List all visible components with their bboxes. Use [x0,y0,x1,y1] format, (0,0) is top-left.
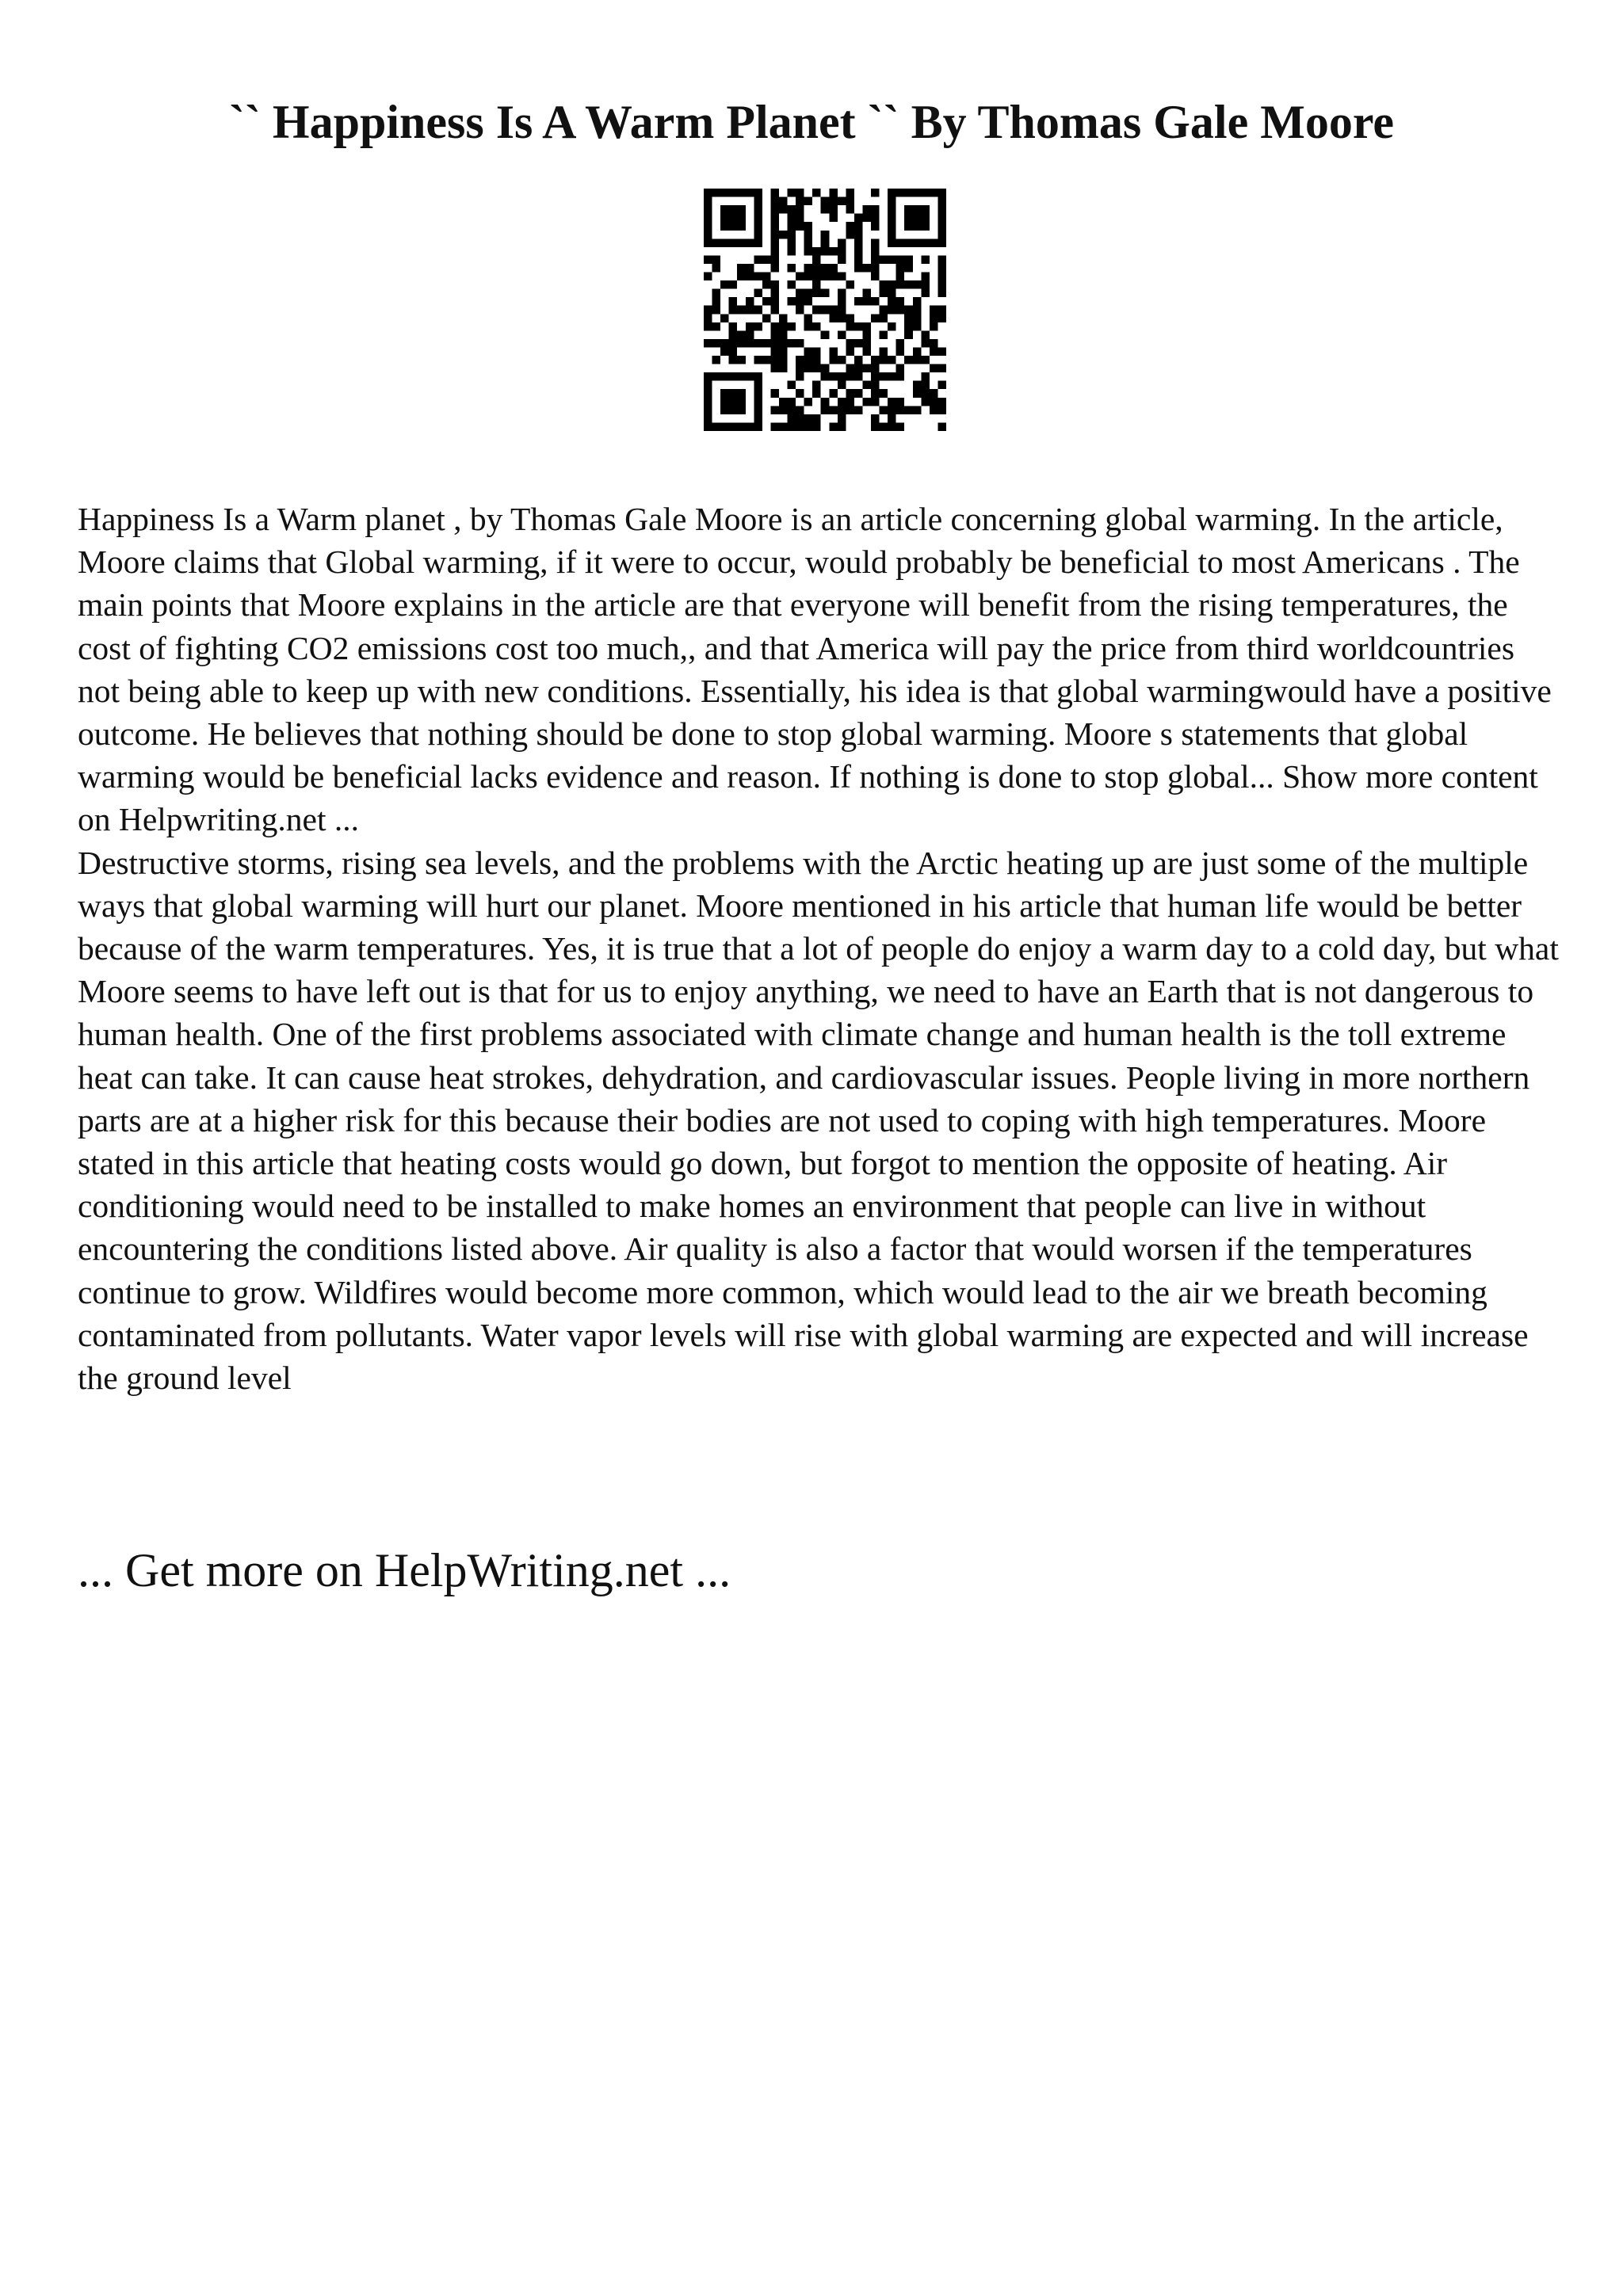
article-paragraph-1: Happiness Is a Warm planet , by Thomas Gale Moore is an article concerning global warming. In the article, Moore claims that Global warming, if it were to occur, would probably be beneficial to most Americans . The main points that Moore explains in the article are that everyone will benefit from the rising temperatures, the cost of fighting CO2 emissions cost too much,, and that America will pay the price from third worldcountries not being able to keep up with new conditions. Essentially, his idea is that global warmingwould have a positive outcome. He believes that nothing should be done to stop global warming. Moore s statements that global warming would be beneficial lacks evidence and reason. If nothing is done to stop global... Show more content on Helpwriting.net ... [78,501,1552,838]
article-paragraph-2: Destructive storms, rising sea levels, and the problems with the Arctic heating up are just some of the multiple ways that global warming will hurt our planet. Moore mentioned in his article that human life would be better because of the warm temperatures. Yes, it is true that a lot of people do enjoy a warm day to a cold day, but what Moore seems to have left out is that for us to enjoy anything, we need to have an Earth that is not dangerous to human health. One of the first problems associated with climate change and human health is the toll extreme heat can take. It can cause heat strokes, dehydration, and cardiovascular issues. People living in more northern parts are at a higher risk for this because their bodies are not used to coping with high temperatures. Moore stated in this article that heating costs would go down, but forgot to mention the opposite of heating. Air conditioning would need to be installed to make homes an environment that people can live in without encountering the conditions listed above. Air quality is also a factor that would worsen if the temperatures continue to grow. Wildfires would become more common, which would lead to the air we breath becoming contaminated from pollutants. Water vapor levels will rise with global warming are expected and will increase the ground level [78,844,1559,1397]
qr-code-icon[interactable] [704,189,946,431]
get-more-link[interactable]: ... Get more on HelpWriting.net ... [78,1544,731,1596]
article-body [78,498,1560,1399]
document-title: `` Happiness Is A Warm Planet `` By Thomas Gale Moore [228,96,1395,148]
